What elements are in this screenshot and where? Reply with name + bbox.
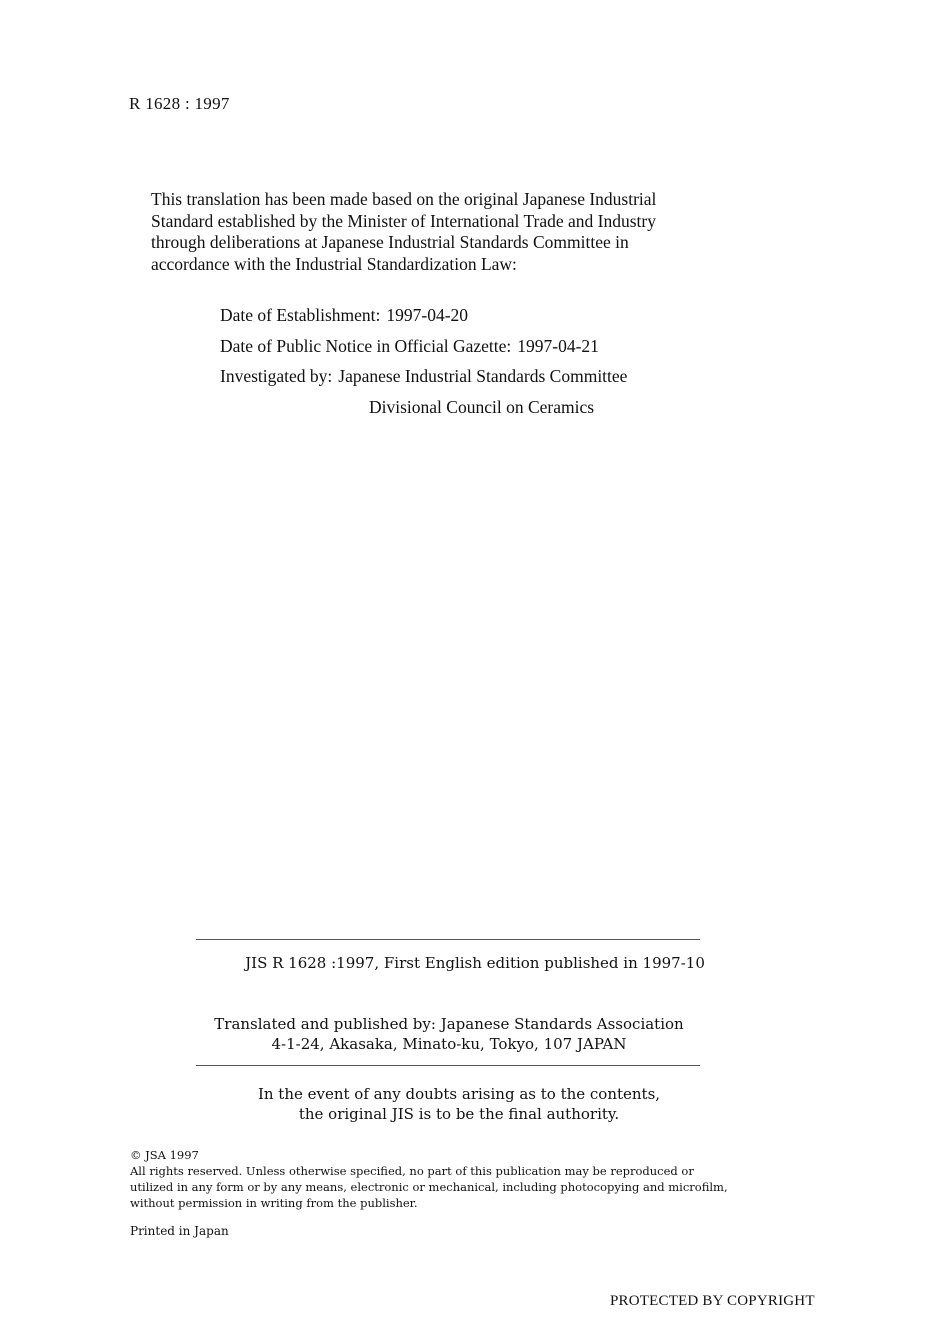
investigated-label: Investigated by: — [220, 366, 333, 386]
investigated-committee: Japanese Industrial Standards Committee — [338, 366, 628, 386]
intro-line: This translation has been made based on the original Japanese Industrial — [151, 189, 657, 209]
divider-top — [196, 939, 700, 940]
establishment-row — [220, 304, 627, 335]
copyright-line: © JSA 1997 — [130, 1148, 199, 1162]
investigated-row — [220, 365, 627, 396]
authority-notice — [0, 1084, 918, 1124]
public-notice-date: 1997-04-21 — [517, 335, 599, 356]
divider-bottom — [196, 1065, 700, 1066]
rights-line: All rights reserved. Unless otherwise specified, no part of this publication may be reproduced or — [130, 1164, 694, 1178]
public-notice-label: Date of Public Notice in Official Gazette: — [220, 335, 512, 356]
authority-line: In the event of any doubts arising as to the contents, — [257, 1085, 661, 1103]
rights-line: utilized in any form or by any means, electronic or mechanical, including photocopying and microfilm, — [130, 1180, 728, 1194]
rights-line: without permission in writing from the publisher. — [130, 1196, 418, 1210]
translation-notice — [151, 189, 791, 275]
establishment-date: 1997-04-20 — [386, 305, 469, 325]
copyright-block — [130, 1147, 790, 1211]
investigated-council-row — [220, 396, 627, 427]
copyright-watermark: PROTECTED BY COPYRIGHT — [610, 1293, 815, 1309]
authority-line: the original JIS is to be the final authority. — [298, 1105, 620, 1123]
public-notice-row — [220, 335, 627, 366]
intro-line: Standard established by the Minister of International Trade and Industry — [151, 210, 656, 231]
publisher-address: 4-1-24, Akasaka, Minato-ku, Tokyo, 107 JAPAN — [271, 1035, 627, 1053]
intro-line: accordance with the Industrial Standardization Law: — [151, 253, 517, 274]
establishment-label: Date of Establishment: — [220, 305, 381, 325]
investigated-council: Divisional Council on Ceramics — [369, 396, 595, 417]
printed-in: Printed in Japan — [130, 1224, 229, 1238]
edition-line: JIS R 1628 :1997, First English edition published in 1997-10 — [245, 954, 705, 972]
intro-line: through deliberations at Japanese Industrial Standards Committee in — [151, 232, 629, 252]
publisher-block — [0, 1014, 898, 1054]
dates-block — [220, 304, 627, 426]
publisher-line: Translated and published by: Japanese Standards Association — [214, 1015, 684, 1033]
document-code: R 1628 : 1997 — [129, 94, 230, 113]
